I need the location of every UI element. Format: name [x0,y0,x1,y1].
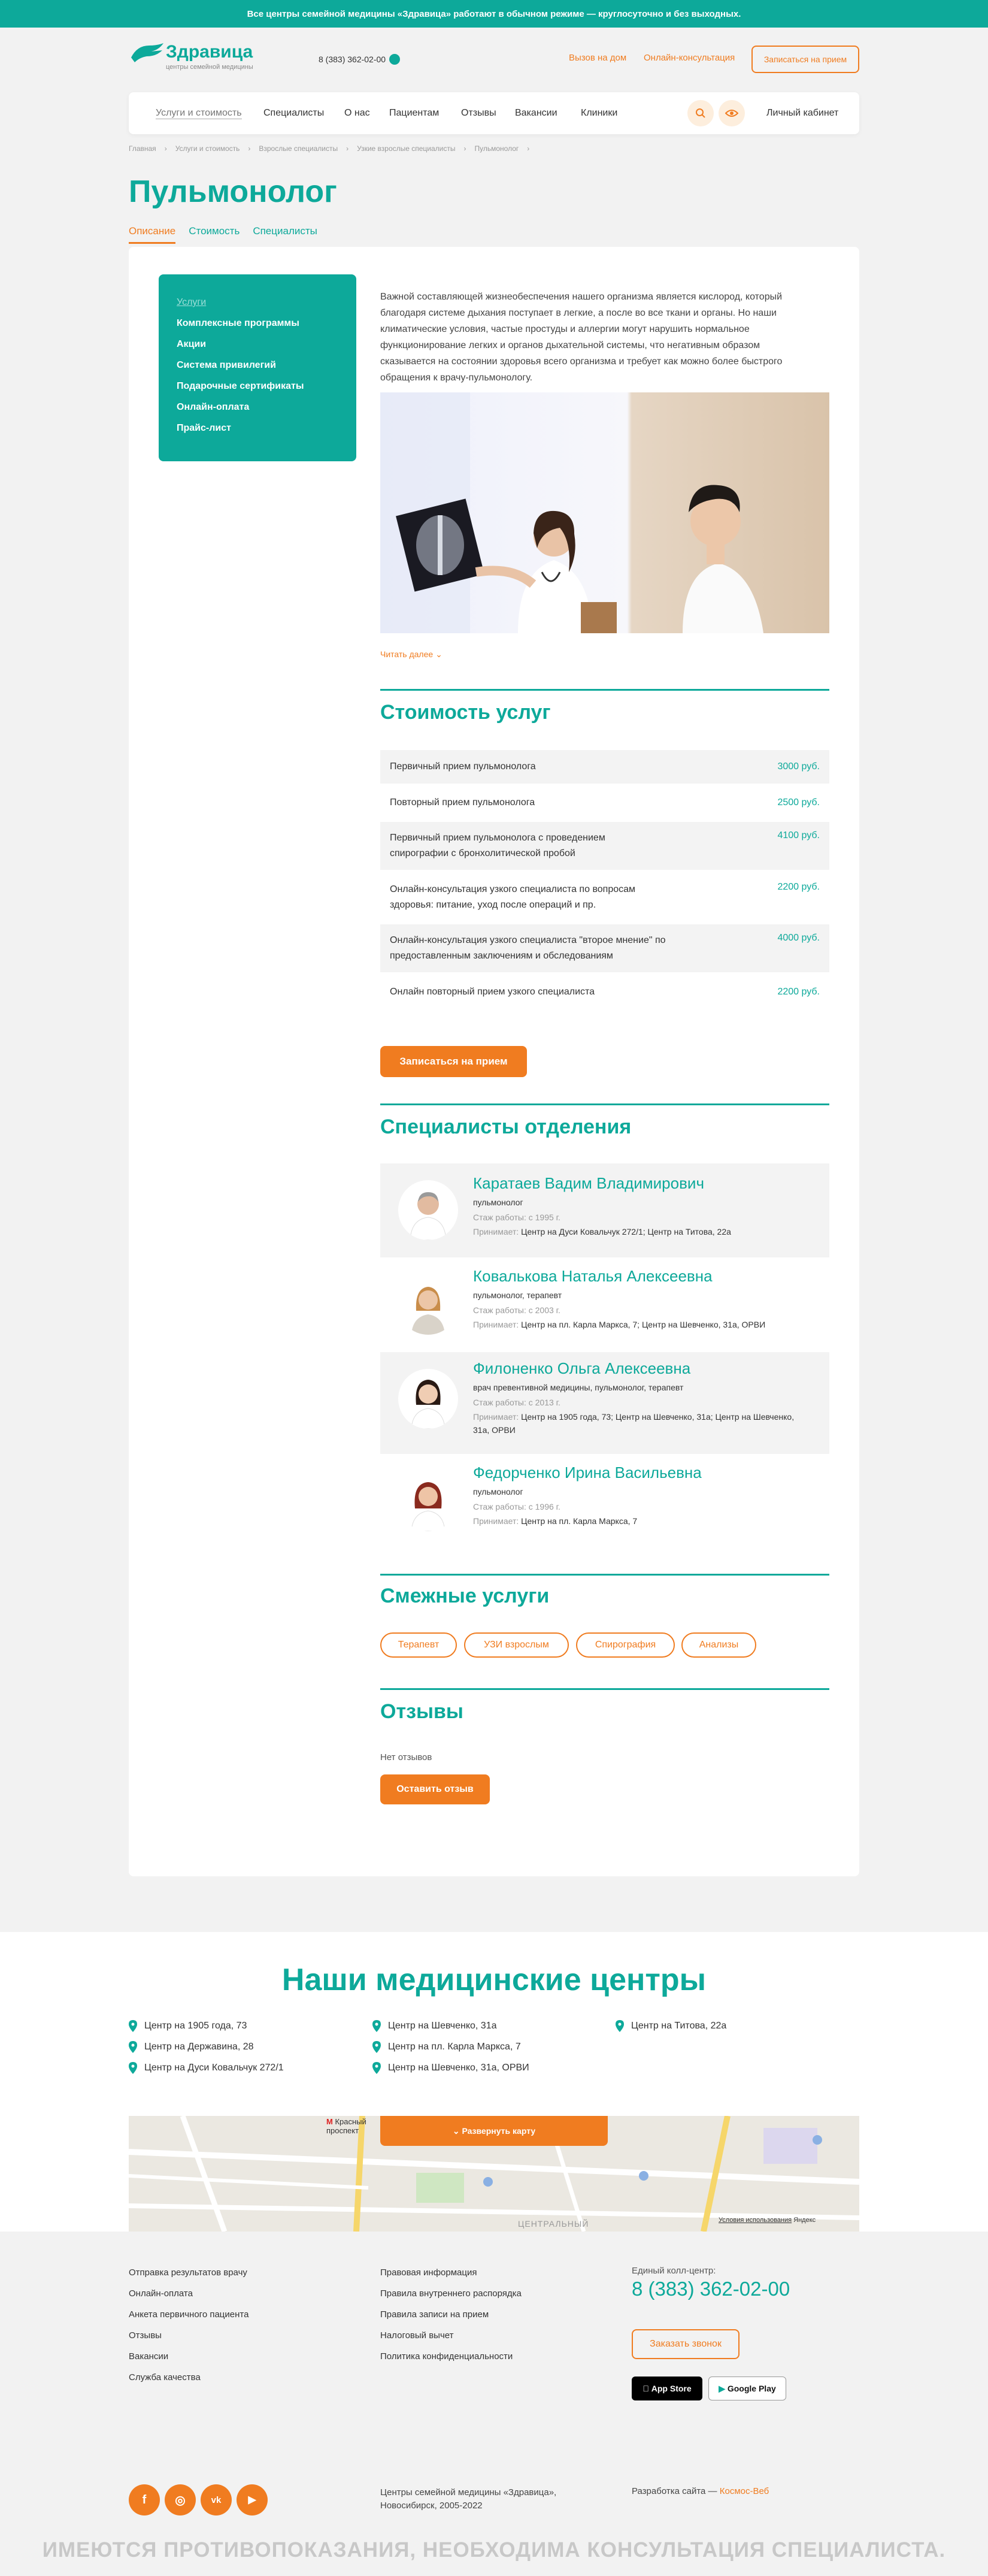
price-value: 2200 руб. [777,987,820,997]
place-label: Принимает: [473,1516,519,1526]
center-name: Центр на Державина, 28 [144,2042,254,2052]
app-store-badge[interactable] [632,2377,702,2400]
read-more-link[interactable] [380,649,443,660]
related-tag-spirography[interactable]: Спирография [576,1632,675,1658]
specialist-card[interactable] [380,1163,829,1257]
tab-price[interactable]: Стоимость [189,225,240,237]
section-divider [380,1574,829,1576]
specialist-avatar [398,1275,458,1335]
breadcrumb-item[interactable]: Главная [129,144,156,153]
specialist-role: врач превентивной медицины, пульмонолог, терапевт [473,1383,684,1392]
price-value: 2500 руб. [777,797,820,808]
breadcrumb-current: Пульмонолог [474,144,519,153]
map-metro-label [326,2117,368,2135]
experience-label: Стаж работы: [473,1502,526,1511]
announcement-bar [0,0,988,28]
specialist-experience: с 2013 г. [528,1398,560,1407]
whatsapp-icon[interactable] [389,54,400,65]
book-appointment-button[interactable]: Записаться на прием [380,1046,527,1077]
map-attribution [719,2217,816,2224]
app-store-label: App Store [648,2384,689,2393]
nav-item-patients[interactable]: Пациентам [389,108,440,118]
apple-icon [645,2384,648,2393]
specialist-card[interactable] [380,1260,829,1350]
site-header [129,42,859,78]
developer-link[interactable]: Космос-Веб [719,2486,769,2496]
specialist-place: Центр на пл. Карла Маркса, 7; Центр на Шевченко, 31а, ОРВИ [521,1320,766,1329]
facebook-icon[interactable]: f [129,2484,160,2515]
reviews-title: Отзывы [380,1700,463,1723]
place-label: Принимает: [473,1320,519,1329]
google-play-badge[interactable] [708,2377,786,2400]
experience-label: Стаж работы: [473,1213,526,1222]
footer-link[interactable]: Анкета первичного пациента [129,2309,249,2320]
footer-link[interactable]: Правила внутреннего распорядка [380,2288,522,2299]
price-service-name: Первичный прием пульмонолога с проведением спирографии с бронхолитической пробой [390,833,605,858]
search-button[interactable] [687,100,714,126]
price-row [380,873,829,921]
specialist-experience: с 1996 г. [528,1502,560,1511]
metro-name: Красный проспект [326,2117,366,2135]
footer-link[interactable]: Онлайн-оплата [129,2288,193,2299]
sidebar-item-privileges[interactable]: Система привилегий [177,360,276,370]
youtube-icon[interactable]: ▶ [237,2484,268,2515]
page-tabs [129,225,317,244]
doctor-patient-photo [380,392,829,633]
footer-link[interactable]: Вакансии [129,2351,169,2362]
online-consult-link[interactable]: Онлайн-консультация [644,53,735,63]
breadcrumb-separator: › [346,144,349,153]
specialist-name[interactable]: Филоненко Ольга Алексеевна [473,1359,691,1377]
breadcrumb-item[interactable]: Взрослые специалисты [259,144,338,153]
price-row [380,822,829,870]
sidebar-item-promotions[interactable]: Акции [177,339,207,349]
center-item[interactable] [129,2020,247,2032]
center-name: Центр на Дуси Ковальчук 272/1 [144,2063,284,2073]
sidebar-menu [159,274,356,461]
section-divider [380,1688,829,1690]
price-row [380,975,829,1009]
location-pin-icon [129,2062,137,2074]
price-service-name: Онлайн повторный прием узкого специалиста [390,987,595,997]
price-value: 4100 руб. [777,830,820,840]
callcenter-label: Единый колл-центр: [632,2266,716,2276]
footer-link[interactable]: Отзывы [129,2330,162,2341]
center-item[interactable] [372,2041,521,2053]
nav-item-services[interactable]: Услуги и стоимость [156,108,242,118]
instagram-icon[interactable]: ◎ [165,2484,196,2515]
center-item[interactable] [129,2041,254,2053]
expand-map-label: Развернуть карту [462,2126,536,2136]
medical-disclaimer: ИМЕЮТСЯ ПРОТИВОПОКАЗАНИЯ, НЕОБХОДИМА КОНСУЛЬТАЦИЯ СПЕЦИАЛИСТА. [42,2538,946,2562]
location-pin-icon [129,2041,137,2053]
nav-item-clinics[interactable]: Клиники [581,108,618,118]
breadcrumb-separator: › [463,144,466,153]
sidebar-item-gift-certificates[interactable]: Подарочные сертификаты [177,381,304,391]
vk-icon[interactable]: vk [201,2484,232,2515]
tab-description[interactable]: Описание [129,225,175,244]
related-tag-analyses[interactable]: Анализы [681,1632,756,1658]
specialist-role: пульмонолог [473,1198,523,1207]
center-item[interactable] [372,2062,529,2074]
nav-item-vacancies[interactable]: Вакансии [515,108,557,118]
location-pin-icon [372,2041,381,2053]
center-name: Центр на 1905 года, 73 [144,2021,247,2031]
specialists-title: Специалисты отделения [380,1115,632,1138]
prices-title: Стоимость услуг [380,701,551,724]
price-service-name: Первичный прием пульмонолога [390,761,536,772]
place-label: Принимает: [473,1412,519,1422]
footer [0,2232,988,2576]
chevron-down-icon: ⌄ [435,649,443,659]
center-item[interactable] [616,2020,726,2032]
expand-map-button[interactable] [380,2116,608,2146]
nav-item-reviews[interactable]: Отзывы [461,108,496,118]
breadcrumb-separator: › [164,144,167,153]
footer-link[interactable]: Правовая информация [380,2267,477,2278]
specialist-experience: с 1995 г. [528,1213,560,1222]
specialist-place: Центр на Дуси Ковальчук 272/1; Центр на Титова, 22а [521,1227,731,1236]
sidebar-item-programs[interactable]: Комплексные программы [177,318,299,328]
chevron-down-icon: ⌄ [452,2125,462,2136]
appointment-button[interactable]: Записаться на прием [751,46,859,73]
specialist-place: Центр на пл. Карла Маркса, 7 [521,1516,638,1526]
logo-hand-icon [129,42,166,65]
footer-link[interactable]: Налоговый вычет [380,2330,454,2341]
play-icon: ▶ [719,2383,728,2393]
price-row [380,786,829,820]
logo-title: Здравица [166,42,253,62]
footer-link[interactable]: Служба качества [129,2372,201,2383]
specialist-role: пульмонолог, терапевт [473,1290,562,1300]
breadcrumb-item[interactable]: Услуги и стоимость [175,144,240,153]
page-title: Пульмонолог [129,174,337,209]
logo-subtitle: центры семейной медицины [166,64,253,71]
map-terms-link[interactable]: Условия использования [719,2217,792,2224]
specialist-name[interactable]: Ковалькова Наталья Алексеевна [473,1267,713,1285]
price-value: 2200 руб. [777,882,820,892]
main-nav [129,92,859,134]
search-icon [695,108,706,119]
specialist-name[interactable]: Каратаев Вадим Владимирович [473,1174,704,1192]
price-service-name: Повторный прием пульмонолога [390,797,535,808]
breadcrumb-separator: › [248,144,251,153]
clinics-map[interactable] [129,2116,859,2232]
price-row [380,924,829,972]
leave-review-button[interactable]: Оставить отзыв [380,1774,490,1804]
personal-cabinet-link[interactable]: Личный кабинет [766,108,839,118]
center-item[interactable] [129,2062,284,2074]
sidebar-item-online-payment[interactable]: Онлайн-оплата [177,402,250,412]
experience-label: Стаж работы: [473,1398,526,1407]
nav-item-about[interactable]: О нас [344,108,370,118]
location-pin-icon [372,2062,381,2074]
map-district-label: ЦЕНТРАЛЬНЫЙ [518,2219,589,2229]
specialist-name[interactable]: Федорченко Ирина Васильевна [473,1464,702,1481]
price-service-name: Онлайн-консультация узкого специалиста по вопросам здоровья: питание, уход после операций и пр. [390,884,636,910]
logo[interactable] [129,42,253,71]
price-value: 3000 руб. [777,761,820,772]
specialist-role: пульмонолог [473,1487,523,1496]
experience-label: Стаж работы: [473,1305,526,1315]
price-row [380,750,829,784]
related-title: Смежные услуги [380,1585,550,1607]
center-name: Центр на Шевченко, 31а [388,2021,497,2031]
specialist-card[interactable] [380,1352,829,1454]
copyright-text: Центры семейной медицины «Здравица», Новосибирск, 2005-2022 [380,2487,557,2511]
phone-number: 8 (383) 362-02-00 [319,55,386,64]
footer-link[interactable]: Правила записи на прием [380,2309,489,2320]
callback-button[interactable]: Заказать звонок [632,2329,740,2359]
developer-label: Разработка сайта — [632,2486,717,2496]
centers-title: Наши медицинские центры [281,1963,707,1997]
specialist-avatar [398,1369,458,1429]
center-name: Центр на Шевченко, 31а, ОРВИ [388,2063,529,2073]
center-name: Центр на пл. Карла Маркса, 7 [388,2042,521,2052]
map-yandex-logo: Яндекс [793,2217,816,2224]
specialist-avatar [398,1471,458,1531]
specialist-avatar [398,1180,458,1240]
location-pin-icon [616,2020,624,2032]
call-home-link[interactable]: Вызов на дом [569,53,627,63]
metro-icon: М [326,2117,333,2126]
footer-link[interactable]: Отправка результатов врачу [129,2267,247,2278]
breadcrumb [129,144,529,153]
breadcrumb-item[interactable]: Узкие взрослые специалисты [357,144,456,153]
header-phone[interactable] [319,54,400,65]
nav-item-specialists[interactable]: Специалисты [263,108,325,118]
center-name: Центр на Титова, 22а [631,2021,727,2031]
section-divider [380,689,829,691]
specialist-place: Центр на 1905 года, 73; Центр на Шевченко, 31а; Центр на Шевченко, 31а, ОРВИ [473,1412,795,1435]
sidebar-item-price-list[interactable]: Прайс-лист [177,423,231,433]
specialist-card[interactable] [380,1456,829,1546]
center-item[interactable] [372,2020,497,2032]
read-more-label: Читать далее [380,649,434,659]
announcement-text: Все центры семейной медицины «Здравица» работают в обычном режиме — круглосуточно и без выходных. [247,8,741,19]
callcenter-phone[interactable]: 8 (383) 362-02-00 [632,2278,790,2300]
price-value: 4000 руб. [777,933,820,943]
location-pin-icon [372,2020,381,2032]
intro-text: Важной составляющей жизнеобеспечения нашего организма является кислород, который благодаря системе дыхания поступает в легкие, а после во все ткани и органы. Но наши климатические условия, частые простуды и аллергии могут нарушить нормальное функционирование легких и органов дыхательной системы, что негативным образом сказывается на состоянии здоровья всего организма и требует как можно более быстрого обращения к врачу-пульмонологу. [380,292,783,383]
tab-specialists[interactable]: Специалисты [253,225,317,237]
location-pin-icon [129,2020,137,2032]
breadcrumb-separator: › [527,144,530,153]
related-tag-therapist[interactable]: Терапевт [380,1632,457,1658]
footer-link[interactable]: Политика конфиденциальности [380,2351,513,2362]
accessibility-button[interactable] [719,100,745,126]
place-label: Принимает: [473,1227,519,1236]
eye-icon [725,108,738,118]
specialist-experience: с 2003 г. [528,1305,560,1315]
section-divider [380,1103,829,1105]
no-reviews-text: Нет отзывов [380,1752,432,1762]
sidebar-item-services[interactable]: Услуги [177,297,207,307]
google-play-label: Google Play [727,2384,776,2393]
price-service-name: Онлайн-консультация узкого специалиста "второе мнение" по предоставленным заключениям и обследованиям [390,935,666,961]
related-tag-ultrasound[interactable]: УЗИ взрослым [464,1632,569,1658]
